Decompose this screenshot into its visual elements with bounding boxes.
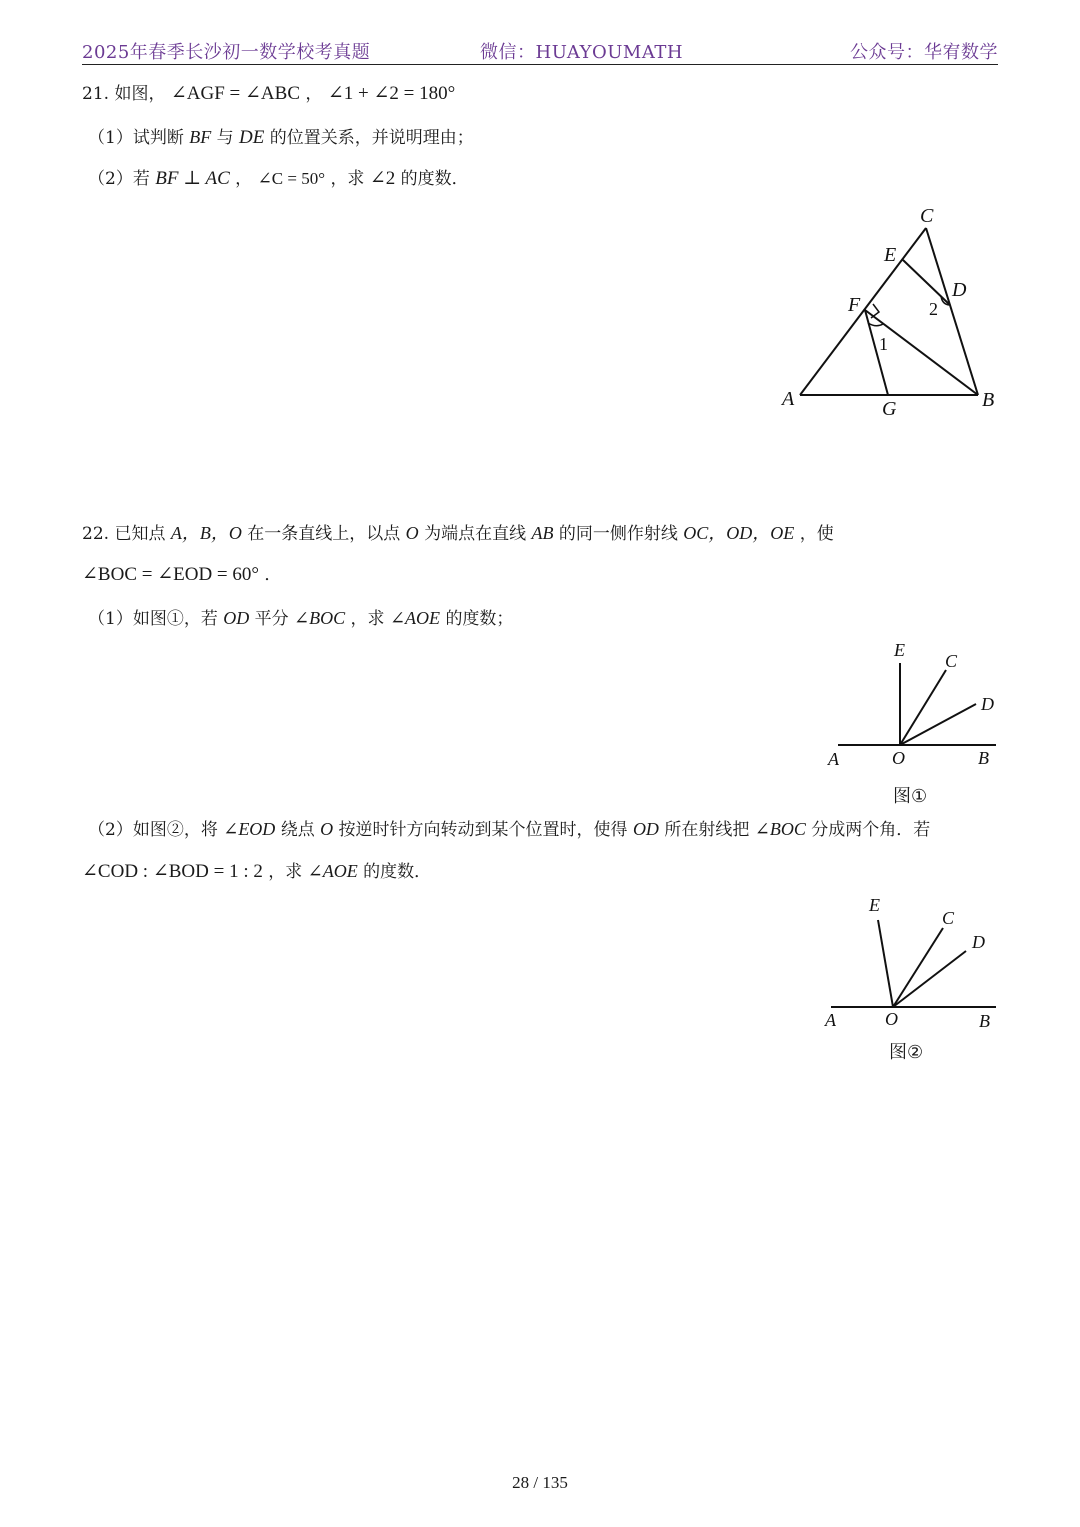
q21-p2-mid: ，求 — [330, 169, 365, 189]
q22-intro-c: 为端点在直线 — [424, 524, 527, 544]
q22-figure2 — [815, 890, 1010, 1035]
q22-part1 — [88, 606, 513, 631]
q21-p2-perp: BF ⊥ AC — [155, 168, 230, 189]
q22-p2-mid: 绕点 — [280, 820, 315, 840]
label-D: D — [981, 694, 994, 714]
q22-p2-prefix: （2）如图②，将 — [88, 820, 218, 840]
label-E: E — [884, 244, 897, 266]
q22-point-o: O — [405, 523, 419, 543]
q22-p2-ratio: ∠COD : ∠BOD = 1 : 2 — [82, 861, 263, 882]
q22-p2-mid2: 按逆时针方向转动到某个位置时，使得 — [338, 820, 628, 840]
q22-p2-mid3: 所在射线把 — [664, 820, 750, 840]
label-O: O — [885, 1009, 898, 1029]
q21-sep: ， — [305, 84, 323, 104]
q22-p2-boc: ∠BOC — [754, 819, 806, 839]
q22-part2 — [88, 817, 930, 842]
label-angle-1: 1 — [879, 334, 888, 354]
q21-p1-and: 与 — [216, 128, 234, 148]
label-D: D — [972, 932, 985, 952]
page-number: 28 / 135 — [512, 1473, 568, 1492]
q22-figure2-svg — [815, 890, 1010, 1035]
q22-p1-suffix: 的度数； — [445, 609, 514, 629]
label-F: F — [848, 294, 861, 316]
q22-intro-b: 在一条直线上，以点 — [247, 524, 401, 544]
q22-intro-d: 的同一侧作射线 — [558, 524, 678, 544]
ray-OD — [900, 704, 976, 745]
q21-part2 — [88, 167, 469, 191]
q22-figure2-caption: 图② — [889, 1042, 924, 1063]
q22-figure1-caption: 图① — [893, 786, 928, 807]
q22-cond: ∠BOC = ∠EOD = 60° — [82, 564, 259, 585]
ray-OD — [893, 951, 966, 1007]
q22-intro-a: 22. 已知点 — [82, 524, 166, 544]
ray-OC — [900, 670, 946, 745]
q21-cond-b: ∠1 + ∠2 = 180° — [327, 83, 456, 104]
q21-p2-suffix: 的度数． — [400, 169, 469, 189]
header-wechat: 微信：HUAYOUMATH — [480, 42, 684, 63]
q21-stem — [82, 82, 455, 106]
label-B: B — [979, 1011, 990, 1031]
label-D: D — [952, 279, 967, 301]
ray-OE — [878, 920, 893, 1007]
label-A: A — [782, 388, 795, 410]
q22-figure1-svg — [820, 636, 1010, 776]
q22-intro-e: ，使 — [799, 524, 834, 544]
q21-p2-prefix: （2）若 — [88, 169, 150, 189]
q22-figure1 — [820, 636, 1010, 776]
q21-p2-target: ∠2 — [369, 168, 396, 189]
q22-points: A，B，O — [170, 523, 242, 543]
segment-AC — [800, 228, 926, 395]
q21-figure — [770, 195, 1010, 430]
q21-p1-suffix: 的位置关系，并说明理由； — [269, 128, 474, 148]
q22-p2-eod: ∠EOD — [223, 819, 276, 839]
label-C: C — [945, 651, 958, 671]
q22-p1-od: OD — [223, 608, 250, 628]
q22-p1-prefix: （1）如图①，若 — [88, 609, 218, 629]
q22-condition — [82, 563, 281, 587]
q22-rays: OC，OD，OE — [683, 523, 795, 543]
label-A: A — [828, 749, 839, 769]
q21-number: 21. 如图， — [82, 84, 166, 104]
q22-p1-boc: ∠BOC — [294, 608, 346, 628]
label-B: B — [982, 389, 995, 411]
label-C: C — [920, 205, 934, 227]
q21-p1-prefix: （1）试判断 — [88, 128, 184, 148]
header-title: 2025年春季长沙初一数学校考真题 — [82, 42, 371, 63]
q22-p2-aoe: ∠AOE — [307, 861, 358, 881]
q22-p1-aoe: ∠AOE — [389, 608, 441, 628]
ray-OC — [893, 928, 943, 1007]
q21-part1 — [88, 125, 474, 150]
header-account: 公众号：华宥数学 — [850, 42, 998, 63]
q21-cond-a: ∠AGF = ∠ABC — [170, 83, 300, 104]
label-G: G — [882, 398, 897, 420]
q22-p2-suffix: 的度数． — [363, 862, 432, 882]
label-O: O — [892, 748, 905, 768]
q22-stem — [82, 521, 834, 546]
label-E: E — [869, 895, 880, 915]
page-header — [82, 38, 998, 65]
angle1-arc — [868, 323, 883, 326]
q22-line-ab: AB — [531, 523, 554, 543]
q22-p2-o: O — [320, 819, 334, 839]
q21-p1-de: DE — [239, 127, 265, 148]
q22-p1-mid2: ，求 — [350, 609, 385, 629]
q21-figure-svg — [770, 195, 1010, 430]
q21-p2-angle: ∠C = 50° — [257, 169, 326, 188]
q22-part2-cont — [82, 859, 431, 884]
q21-p1-bf: BF — [189, 127, 212, 147]
label-B: B — [978, 748, 989, 768]
q22-p2-comma: ，求 — [268, 862, 303, 882]
q22-p2-mid4: 分成两个角．若 — [811, 820, 931, 840]
label-C: C — [942, 908, 955, 928]
label-E: E — [894, 640, 905, 660]
q21-p2-comma: ， — [235, 169, 253, 189]
q22-p2-od: OD — [632, 819, 659, 839]
label-angle-2: 2 — [929, 299, 938, 319]
label-A: A — [825, 1010, 836, 1030]
q22-cond-end: ． — [264, 565, 282, 585]
q22-p1-mid: 平分 — [254, 609, 289, 629]
